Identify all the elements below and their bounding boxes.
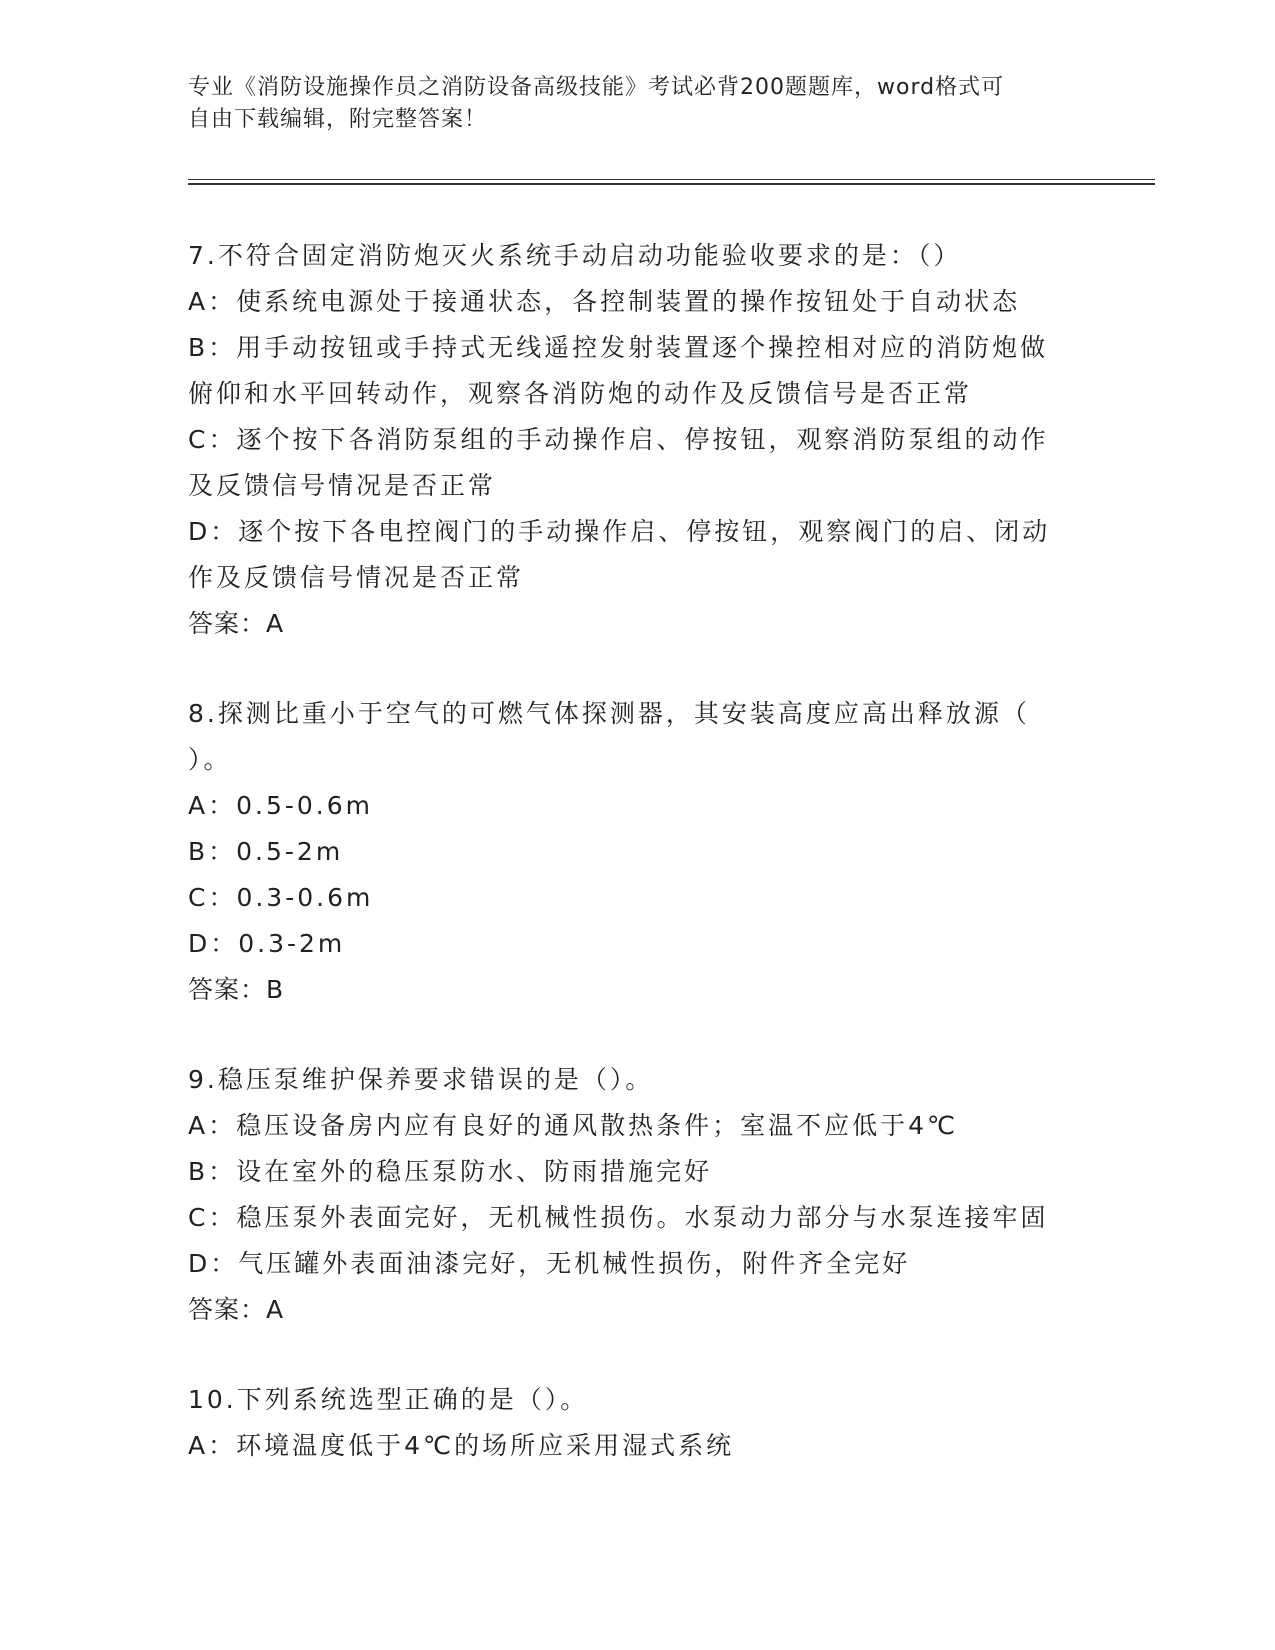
question-text: 8.探测比重小于空气的可燃气体探测器，其安装高度应高出释放源（ bbox=[188, 699, 1030, 728]
option-b: B：0.5-2m bbox=[188, 837, 344, 866]
option-c: C：稳压泵外表面完好，无机械性损伤。水泵动力部分与水泵连接牢固 bbox=[188, 1203, 1049, 1232]
option-a: A：环境温度低于4℃的场所应采用湿式系统 bbox=[188, 1431, 735, 1460]
question-block bbox=[188, 1057, 1088, 1333]
question-text: 7.不符合固定消防炮灭火系统手动启动功能验收要求的是：（） bbox=[188, 241, 962, 270]
option-b-continued: 俯仰和水平回转动作，观察各消防炮的动作及反馈信号是否正常 bbox=[188, 379, 973, 408]
question-block bbox=[188, 233, 1088, 647]
answer-label: 答案：A bbox=[188, 609, 285, 638]
header-line-2: 自由下载编辑，附完整答案！ bbox=[188, 107, 488, 132]
option-d: D：逐个按下各电控阀门的手动操作启、停按钮，观察阀门的启、闭动 bbox=[188, 517, 1051, 546]
option-b: B：设在室外的稳压泵防水、防雨措施完好 bbox=[188, 1157, 713, 1186]
answer-label: 答案：A bbox=[188, 1295, 285, 1324]
option-a: A：使系统电源处于接通状态，各控制装置的操作按钮处于自动状态 bbox=[188, 287, 1021, 316]
option-d: D：气压罐外表面油漆完好，无机械性损伤，附件齐全完好 bbox=[188, 1249, 911, 1278]
question-text: 9.稳压泵维护保养要求错误的是（）。 bbox=[188, 1065, 654, 1094]
option-c-continued: 及反馈信号情况是否正常 bbox=[188, 471, 497, 500]
header-divider-thick bbox=[188, 183, 1155, 185]
question-block bbox=[188, 1377, 1088, 1469]
header-divider-thin bbox=[188, 179, 1155, 180]
question-text: 10.下列系统选型正确的是（）。 bbox=[188, 1385, 589, 1414]
option-b: B：用手动按钮或手持式无线遥控发射装置逐个操控相对应的消防炮做 bbox=[188, 333, 1049, 362]
option-a: A：0.5-0.6m bbox=[188, 791, 373, 820]
option-d-continued: 作及反馈信号情况是否正常 bbox=[188, 563, 525, 592]
question-text-continued: ）。 bbox=[188, 745, 232, 774]
option-d: D：0.3-2m bbox=[188, 929, 346, 958]
answer-label: 答案：B bbox=[188, 975, 285, 1004]
document-header bbox=[188, 72, 1088, 136]
option-c: C：0.3-0.6m bbox=[188, 883, 374, 912]
option-c: C：逐个按下各消防泵组的手动操作启、停按钮，观察消防泵组的动作 bbox=[188, 425, 1049, 454]
option-a: A：稳压设备房内应有良好的通风散热条件；室温不应低于4℃ bbox=[188, 1111, 959, 1140]
header-line-1: 专业《消防设施操作员之消防设备高级技能》考试必背200题题库，word格式可 bbox=[188, 75, 1005, 100]
question-block bbox=[188, 691, 1088, 1013]
question-list bbox=[188, 233, 1088, 1469]
